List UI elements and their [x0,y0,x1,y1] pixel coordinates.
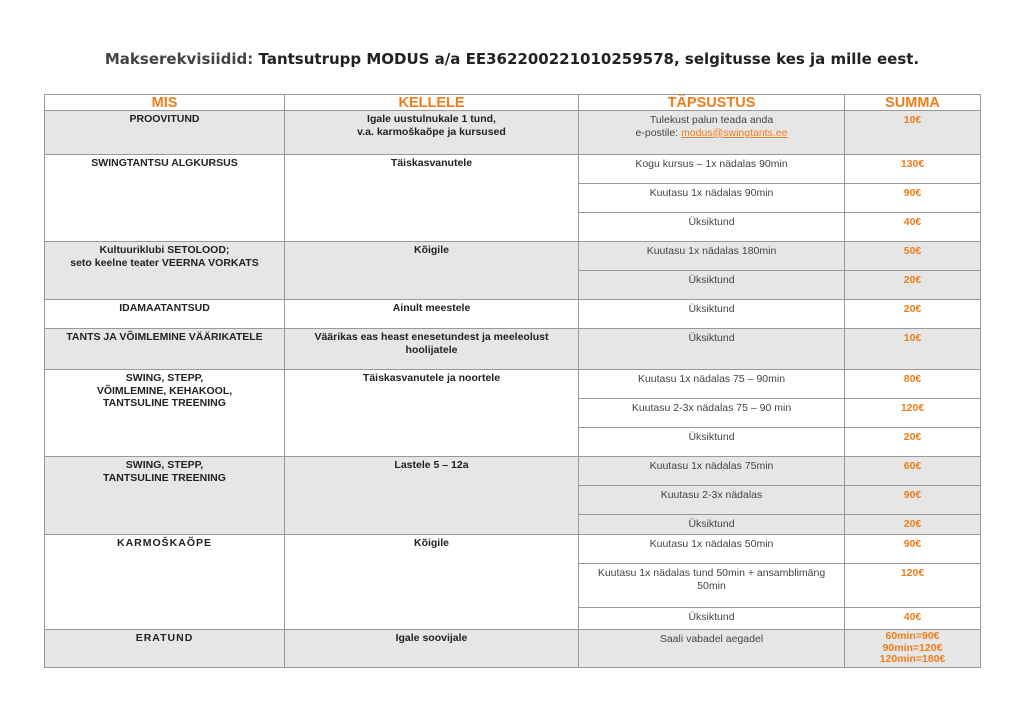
price-cell: 20€ [845,515,981,535]
table-header-row [45,95,981,111]
detail-cell: Üksiktund [579,300,845,329]
detail-cell: Kuutasu 2-3x nädalas 75 – 90 min [579,399,845,428]
table-row [45,111,981,155]
price-cell: 120€ [845,564,981,608]
detail-cell: Kuutasu 1x nädalas 75min [579,457,845,486]
price-cell: 60€ [845,457,981,486]
price-cell: 130€ [845,155,981,184]
price-cell: 90€ [845,184,981,213]
detail-cell [579,111,845,155]
detail-cell: Üksiktund [579,515,845,535]
detail-cell: Üksiktund [579,329,845,370]
table-row [45,370,981,399]
detail-cell: Kuutasu 1x nädalas tund 50min + ansamblimäng 50min [579,564,845,608]
column-header-kellele: KELLELE [285,95,579,111]
column-header-summa: SUMMA [845,95,981,111]
price-cell: 20€ [845,428,981,457]
title-label: Makserekvisiidid: [104,50,254,68]
price-cell: 10€ [845,329,981,370]
detail-cell: Üksiktund [579,213,845,242]
detail-cell: Saali vabadel aegadel [579,630,845,668]
price-table [44,94,981,668]
price-cell: 120€ [845,399,981,428]
category-cell: SWING, STEPP, VÕIMLEMINE, KEHAKOOL, TANTSULINE TREENING [45,370,285,457]
price-cell: 10€ [845,111,981,155]
audience-cell: Ainult meestele [285,300,579,329]
table-row [45,329,981,370]
detail-cell: Kuutasu 1x nädalas 50min [579,535,845,564]
audience-cell: Väärikas eas heast enesetundest ja meeleolust hoolijatele [285,329,579,370]
table-row [45,630,981,668]
price-cell: 90€ [845,486,981,515]
category-cell: TANTS JA VÕIMLEMINE VÄÄRIKATELE [45,329,285,370]
column-header-tapsustus: TÄPSUSTUS [579,95,845,111]
page-title [0,50,1024,68]
category-cell: Kultuuriklubi SETOLOOD; seto keelne teater VEERNA VORKATS [45,242,285,300]
audience-cell: Kõigile [285,535,579,630]
audience-cell: Täiskasvanutele ja noortele [285,370,579,457]
detail-cell: Kuutasu 1x nädalas 90min [579,184,845,213]
audience-cell: Igale uustulnukale 1 tund, v.a. karmoškaõpe ja kursused [285,111,579,155]
table-row [45,457,981,486]
detail-cell: Kuutasu 2-3x nädalas [579,486,845,515]
detail-cell: Kogu kursus – 1x nädalas 90min [579,155,845,184]
category-cell: SWING, STEPP, TANTSULINE TREENING [45,457,285,535]
detail-cell: Üksiktund [579,608,845,630]
price-cell: 80€ [845,370,981,399]
detail-cell: Kuutasu 1x nädalas 180min [579,242,845,271]
table-row [45,535,981,564]
price-cell: 40€ [845,608,981,630]
detail-cell: Kuutasu 1x nädalas 75 – 90min [579,370,845,399]
detail-cell: Üksiktund [579,271,845,300]
audience-cell: Kõigile [285,242,579,300]
audience-cell: Igale soovijale [285,630,579,668]
category-cell: ERATUND [45,630,285,668]
category-cell: SWINGTANTSU ALGKURSUS [45,155,285,242]
detail-cell: Üksiktund [579,428,845,457]
column-header-mis: MIS [45,95,285,111]
table-row [45,242,981,271]
price-cell: 40€ [845,213,981,242]
email-link[interactable]: modus@swingtants.ee [681,126,788,139]
price-cell: 90€ [845,535,981,564]
category-cell: IDAMAATANTSUD [45,300,285,329]
audience-cell: Lastele 5 – 12a [285,457,579,535]
detail-text: Tulekust palun teada anda e-postile: [635,114,774,139]
title-text: Tantsutrupp MODUS a/a EE362200221010259578, selgitusse kes ja mille eest. [258,50,920,68]
table-row [45,300,981,329]
table-row [45,155,981,184]
audience-cell: Täiskasvanutele [285,155,579,242]
category-cell: KARMOŠKAÕPE [45,535,285,630]
category-cell: PROOVITUND [45,111,285,155]
price-cell: 60min=90€ 90min=120€ 120min=180€ [845,630,981,668]
price-cell: 20€ [845,271,981,300]
price-cell: 20€ [845,300,981,329]
price-cell: 50€ [845,242,981,271]
